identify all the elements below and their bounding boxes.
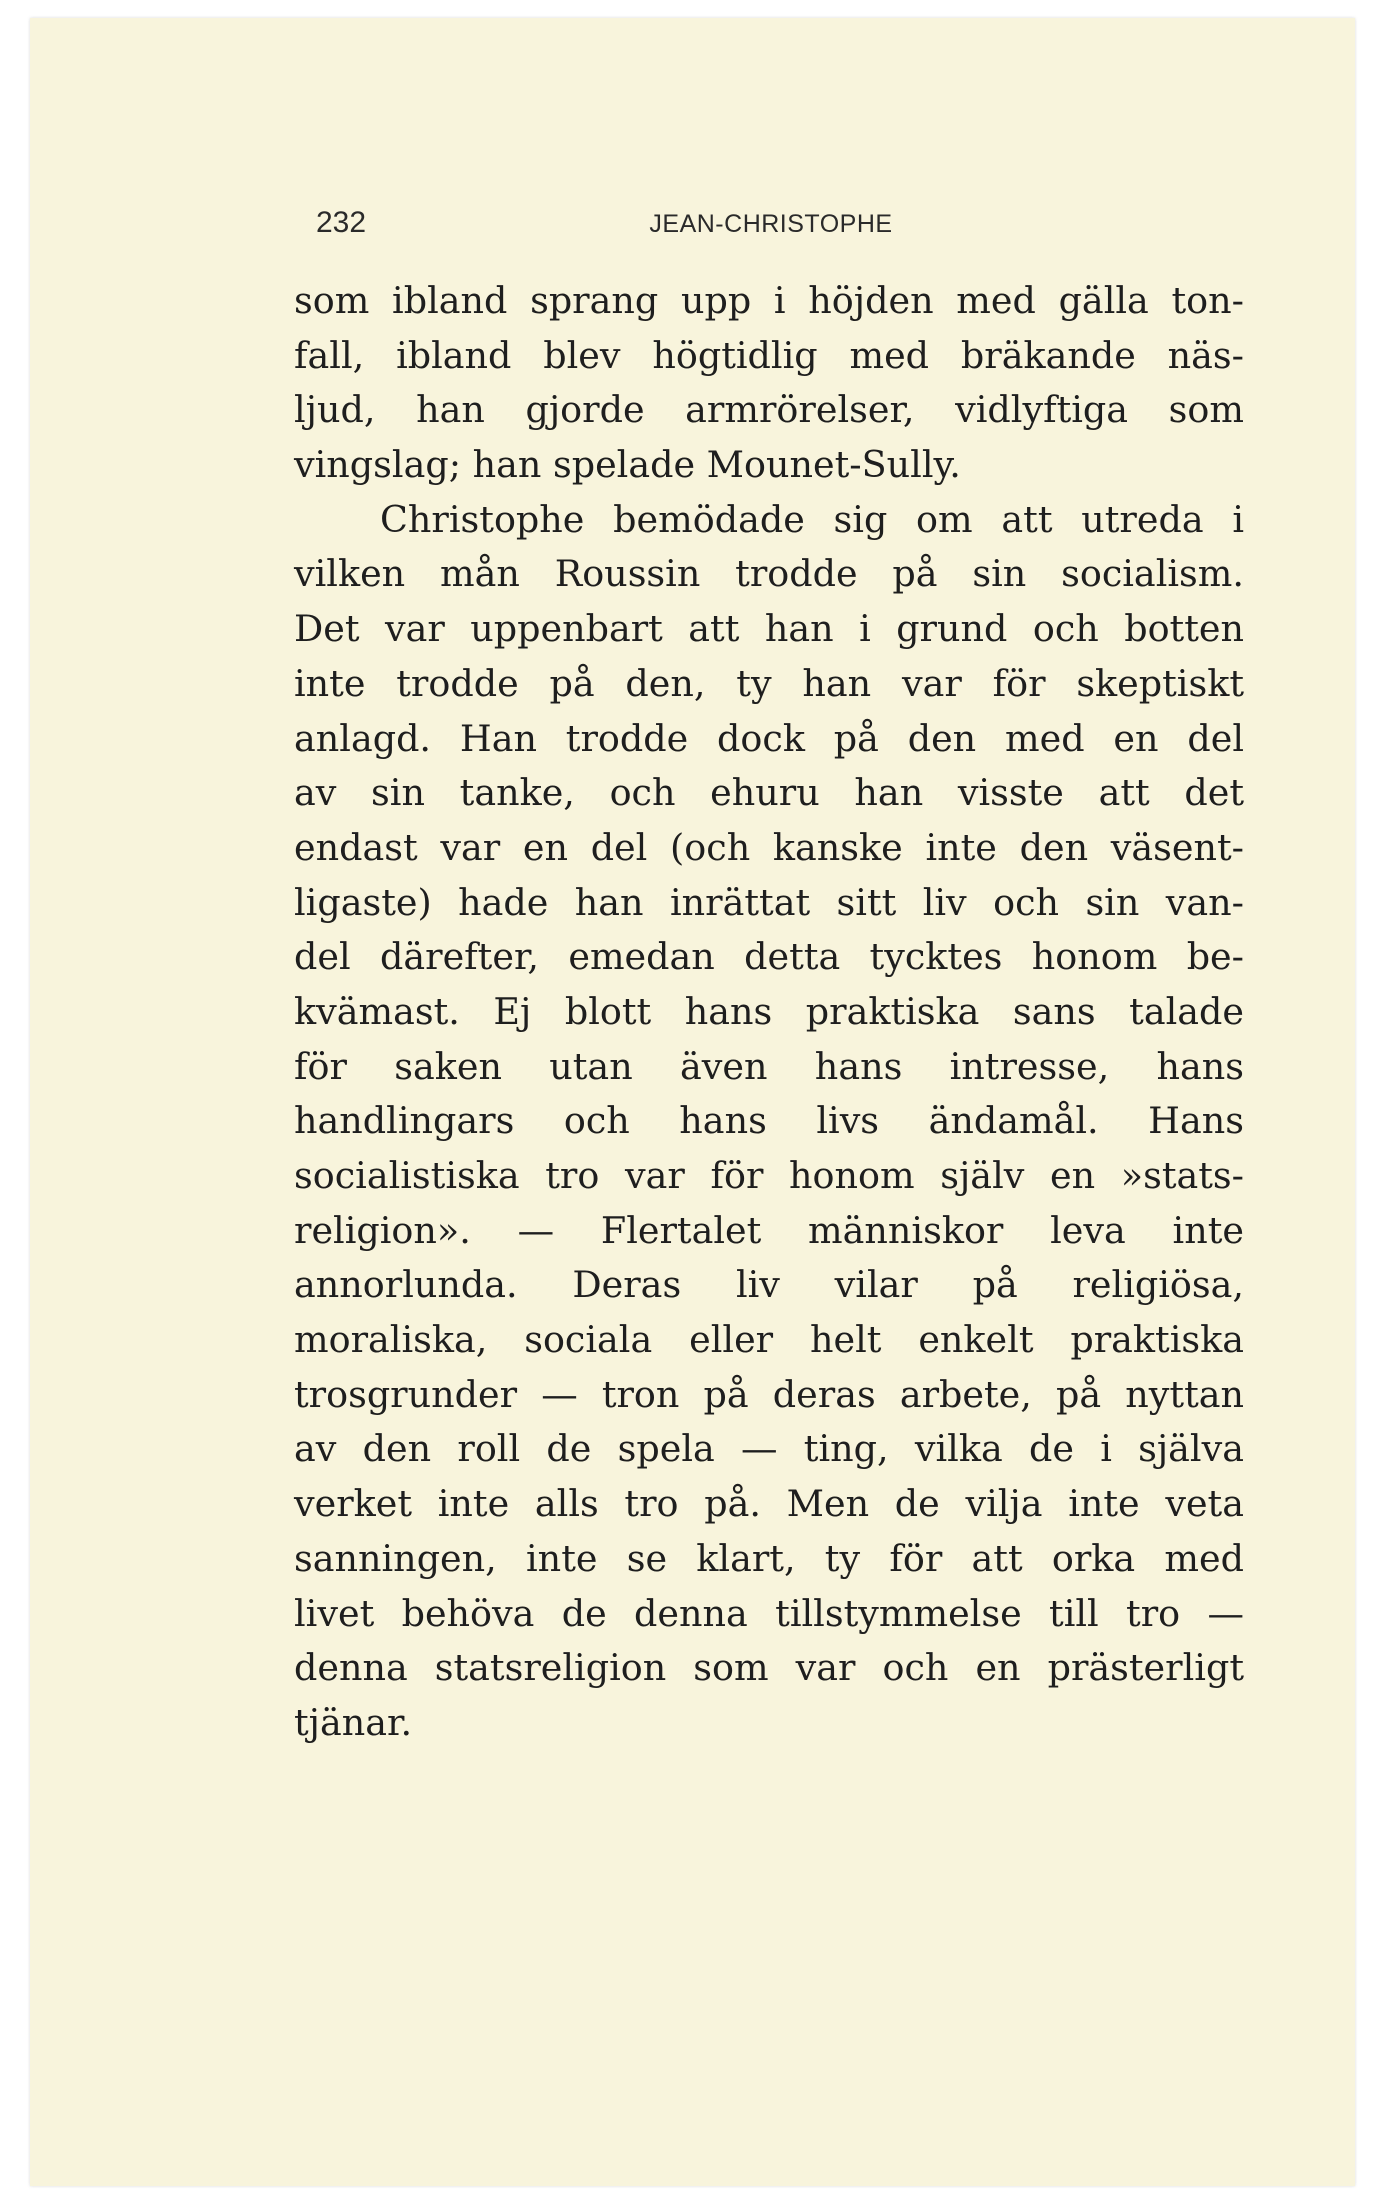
text-line: vingslag; han spelade Mounet-Sully. <box>294 443 961 487</box>
text-line: anlagd. Han trodde dock på den med en del <box>294 716 1244 760</box>
text-line: del därefter, emedan detta tycktes honom be- <box>294 935 1244 979</box>
text-line: handlingars och hans livs ändamål. Hans <box>294 1099 1244 1143</box>
text-line: kvämast. Ej blott hans praktiska sans talade <box>294 989 1244 1033</box>
running-head: JEAN-CHRISTOPHE <box>649 210 893 238</box>
text-line: sanningen, inte se klart, ty för att orka med <box>294 1536 1244 1580</box>
text-line: ligaste) hade han inrättat sitt liv och sin van- <box>294 880 1244 924</box>
text-line: trosgrunder — tron på deras arbete, på nyttan <box>294 1372 1244 1416</box>
text-line: religion». — Flertalet människor leva inte <box>294 1208 1244 1252</box>
text-line: inte trodde på den, ty han var för skeptiskt <box>294 661 1244 705</box>
text-line: av sin tanke, och ehuru han visste att det <box>294 771 1244 815</box>
page-header <box>316 206 1226 252</box>
text-line: Christophe bemödade sig om att utreda i <box>380 497 1244 541</box>
body-text <box>294 274 1244 1751</box>
page-number: 232 <box>316 206 367 239</box>
text-line: Det var uppenbart att han i grund och botten <box>294 607 1244 651</box>
text-line: livet behöva de denna tillstymmelse till tro — <box>294 1591 1244 1635</box>
text-line: denna statsreligion som var och en prästerligt <box>294 1646 1244 1690</box>
text-line: socialistiska tro var för honom själv en »stats- <box>294 1154 1244 1197</box>
text-line: vilken mån Roussin trodde på sin socialism. <box>294 552 1244 596</box>
text-line: för saken utan även hans intresse, hans <box>294 1044 1244 1088</box>
text-line: annorlunda. Deras liv vilar på religiösa, <box>294 1263 1244 1307</box>
text-line: endast var en del (och kanske inte den väsent- <box>294 825 1244 869</box>
text-line: av den roll de spela — ting, vilka de i själva <box>294 1427 1244 1471</box>
text-line: moraliska, sociala eller helt enkelt praktiska <box>294 1318 1244 1362</box>
text-line: tjänar. <box>294 1700 413 1744</box>
text-line: ljud, han gjorde armrörelser, vidlyftiga som <box>294 388 1244 432</box>
book-page <box>30 18 1355 2186</box>
text-line: som ibland sprang upp i höjden med gälla ton- <box>294 279 1244 322</box>
text-line: verket inte alls tro på. Men de vilja inte veta <box>294 1482 1244 1526</box>
text-line: fall, ibland blev högtidlig med bräkande näs- <box>294 333 1244 377</box>
